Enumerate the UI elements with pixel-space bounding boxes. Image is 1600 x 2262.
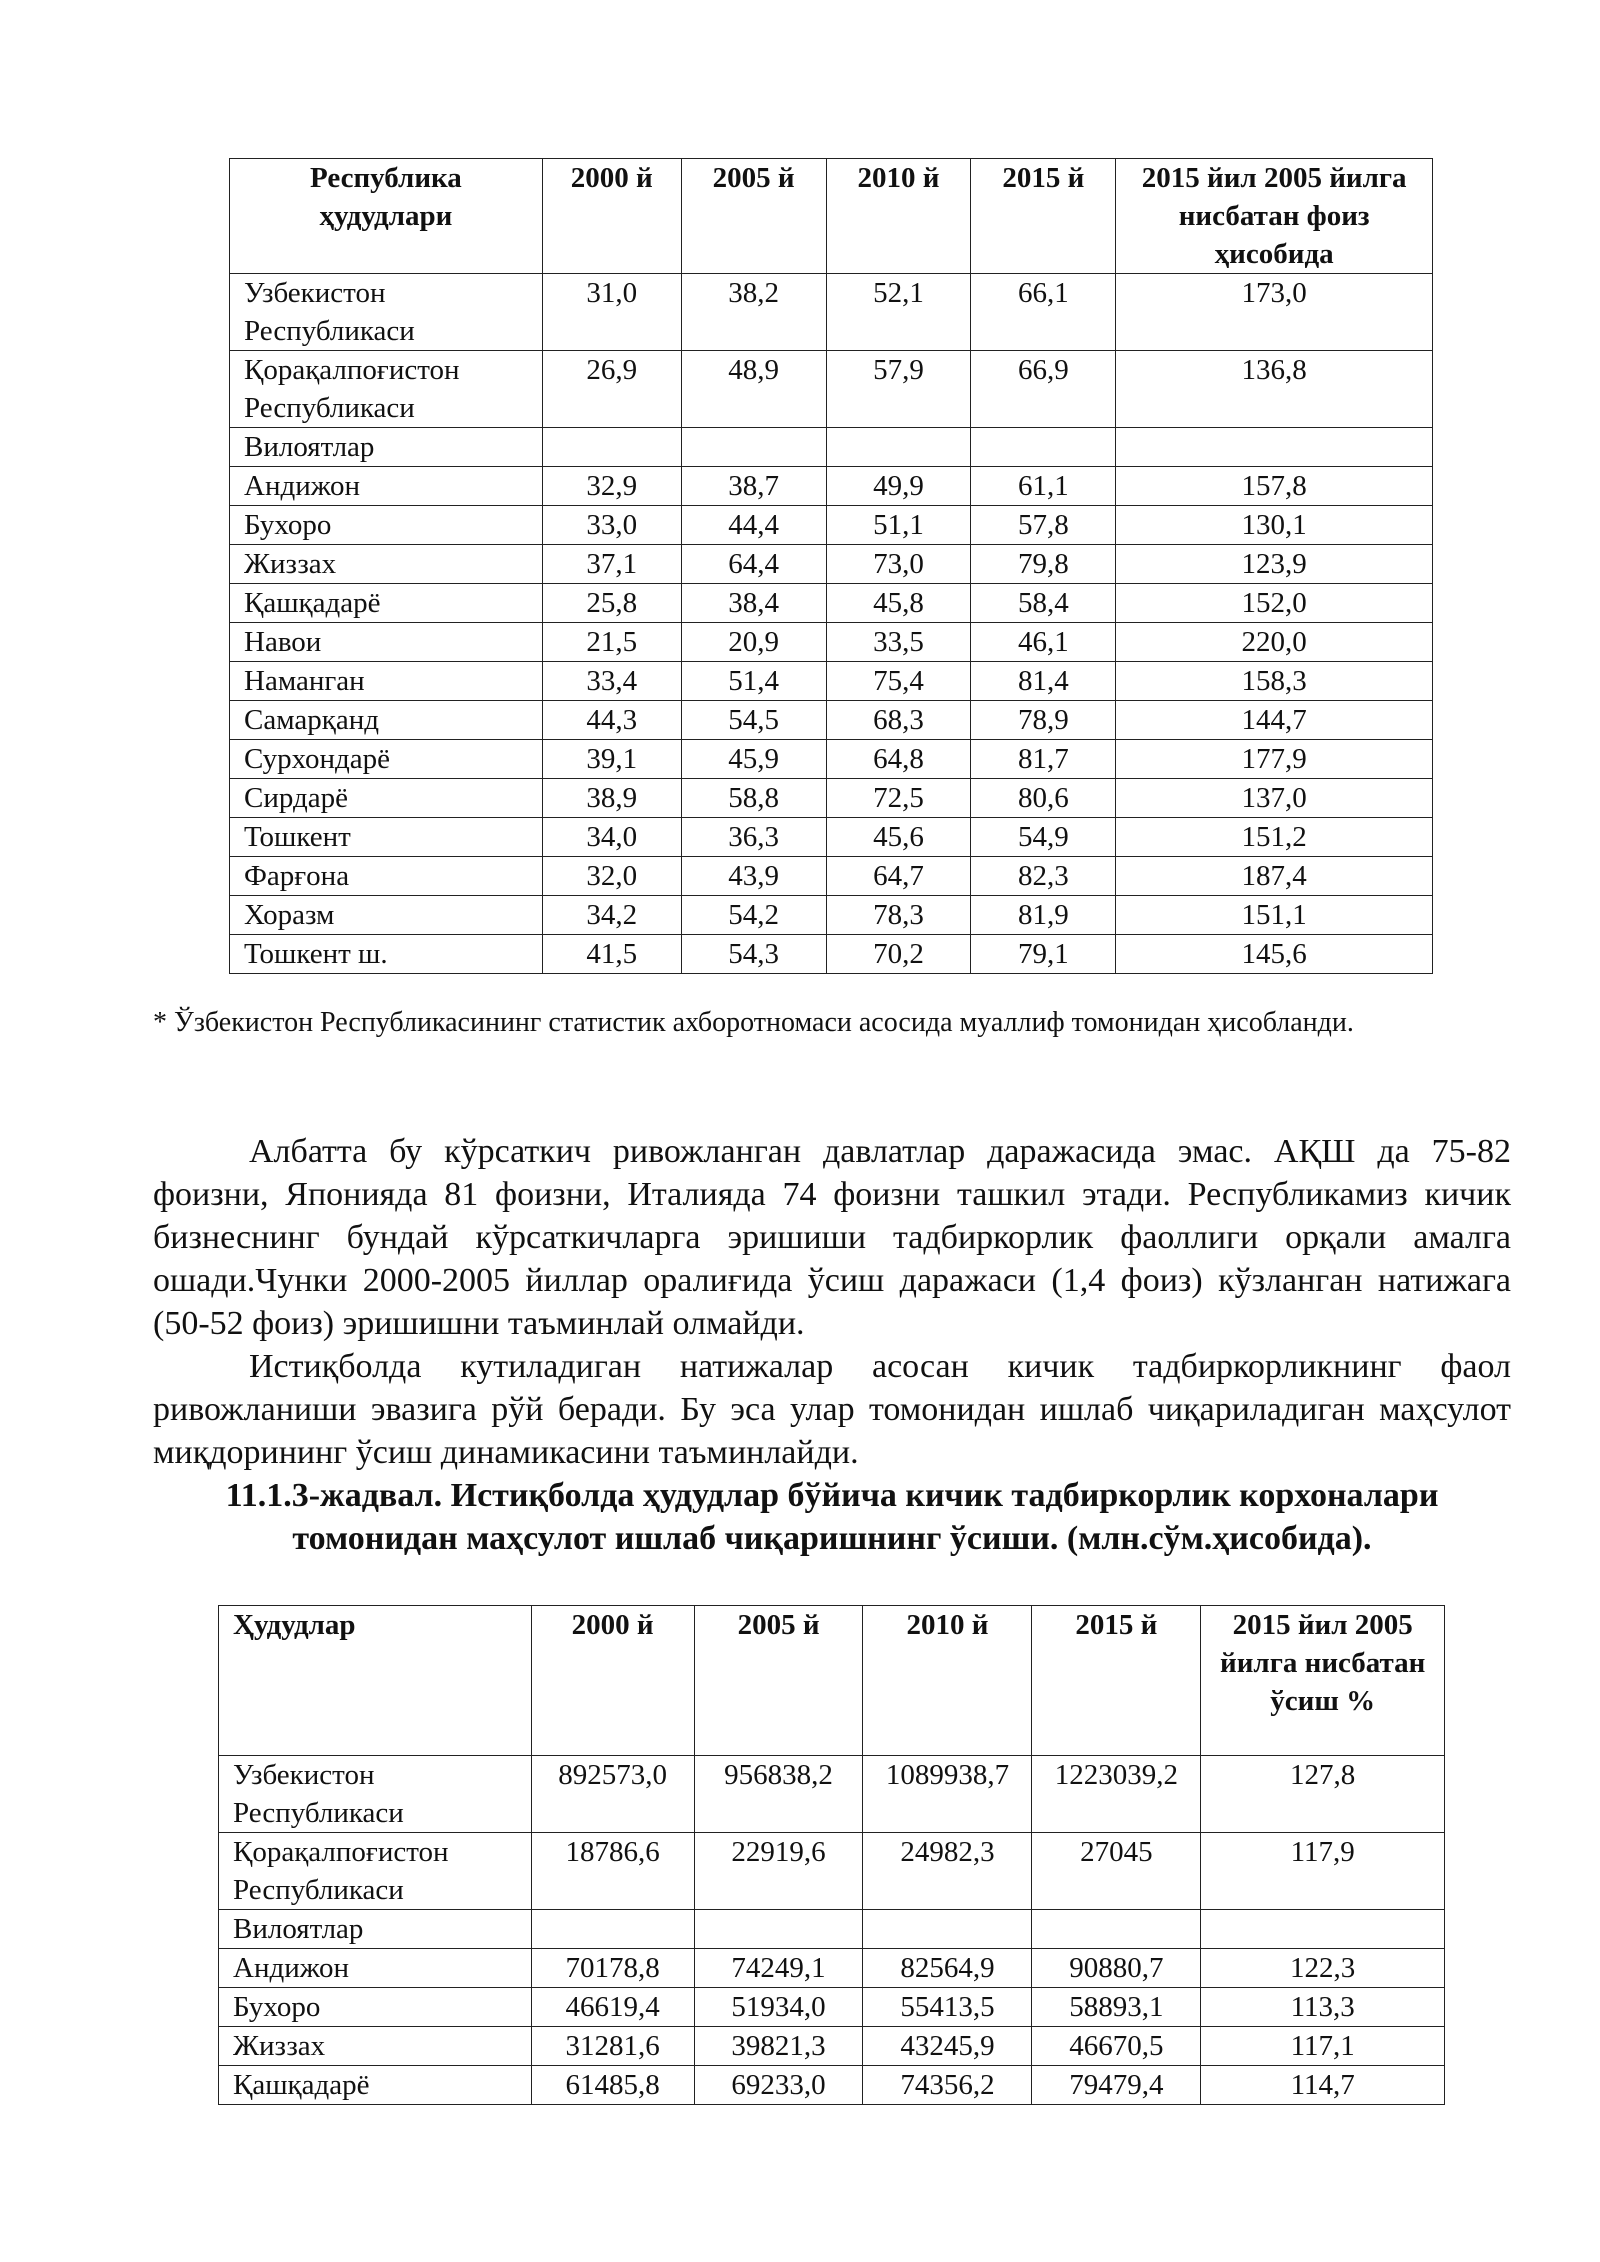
column-header-2015: 2015 й xyxy=(1032,1606,1201,1756)
table-row xyxy=(230,506,1433,545)
value-cell: 78,3 xyxy=(826,896,971,935)
value-cell: 27045 xyxy=(1032,1833,1201,1910)
value-cell: 68,3 xyxy=(826,701,971,740)
value-cell: 82,3 xyxy=(971,857,1116,896)
value-cell: 32,0 xyxy=(542,857,681,896)
table-row xyxy=(219,1910,1445,1949)
value-cell: 57,9 xyxy=(826,351,971,428)
value-cell: 1223039,2 xyxy=(1032,1756,1201,1833)
value-cell: 130,1 xyxy=(1116,506,1433,545)
value-cell: 58893,1 xyxy=(1032,1988,1201,2027)
region-name-cell: Жиззах xyxy=(219,2027,532,2066)
value-cell: 45,8 xyxy=(826,584,971,623)
regional-output-table xyxy=(218,1605,1445,2105)
value-cell: 64,7 xyxy=(826,857,971,896)
value-cell: 43,9 xyxy=(681,857,826,896)
region-name-cell: Бухоро xyxy=(230,506,543,545)
table-row xyxy=(230,274,1433,351)
value-cell: 78,9 xyxy=(971,701,1116,740)
value-cell: 38,9 xyxy=(542,779,681,818)
value-cell: 38,4 xyxy=(681,584,826,623)
value-cell: 1089938,7 xyxy=(863,1756,1032,1833)
table-row xyxy=(230,623,1433,662)
value-cell: 70,2 xyxy=(826,935,971,974)
value-cell: 22919,6 xyxy=(694,1833,863,1910)
value-cell: 69233,0 xyxy=(694,2066,863,2105)
value-cell: 39821,3 xyxy=(694,2027,863,2066)
value-cell: 82564,9 xyxy=(863,1949,1032,1988)
value-cell: 66,9 xyxy=(971,351,1116,428)
region-name-cell: Хоразм xyxy=(230,896,543,935)
value-cell: 158,3 xyxy=(1116,662,1433,701)
body-paragraph: Истиқболда кутиладиган натижалар асосан кичик тадбиркорликнинг фаол ривожланиши эвазига рўй беради. Бу эса улар томонидан ишлаб чиқариладиган маҳсулот миқдорининг ўсиш динамикасини таъминлайди. xyxy=(153,1348,1511,1471)
value-cell: 20,9 xyxy=(681,623,826,662)
value-cell: 38,7 xyxy=(681,467,826,506)
value-cell: 151,1 xyxy=(1116,896,1433,935)
table-row xyxy=(230,740,1433,779)
region-name-cell: Тошкент xyxy=(230,818,543,857)
value-cell: 144,7 xyxy=(1116,701,1433,740)
column-header-2015: 2015 й xyxy=(971,159,1116,274)
value-cell: 54,5 xyxy=(681,701,826,740)
region-name-cell: Қорақалпоғистон Республикаси xyxy=(219,1833,532,1910)
table-row xyxy=(219,1833,1445,1910)
column-header-2005: 2005 й xyxy=(694,1606,863,1756)
value-cell: 113,3 xyxy=(1201,1988,1445,2027)
table-row xyxy=(219,1949,1445,1988)
table-row xyxy=(230,467,1433,506)
value-cell: 81,9 xyxy=(971,896,1116,935)
value-cell: 31281,6 xyxy=(531,2027,694,2066)
value-cell: 51,4 xyxy=(681,662,826,701)
regional-share-table xyxy=(229,158,1433,974)
table-row xyxy=(230,896,1433,935)
value-cell: 90880,7 xyxy=(1032,1949,1201,1988)
value-cell: 57,8 xyxy=(971,506,1116,545)
value-cell xyxy=(542,428,681,467)
region-name-cell: Тошкент ш. xyxy=(230,935,543,974)
region-name-cell: Узбекистон Республикаси xyxy=(219,1756,532,1833)
value-cell: 145,6 xyxy=(1116,935,1433,974)
table-body xyxy=(230,274,1433,974)
value-cell: 45,6 xyxy=(826,818,971,857)
value-cell: 81,7 xyxy=(971,740,1116,779)
region-name-cell: Вилоятлар xyxy=(230,428,543,467)
table-row xyxy=(219,1988,1445,2027)
table-row xyxy=(219,2027,1445,2066)
value-cell: 25,8 xyxy=(542,584,681,623)
value-cell: 31,0 xyxy=(542,274,681,351)
value-cell: 892573,0 xyxy=(531,1756,694,1833)
value-cell: 64,8 xyxy=(826,740,971,779)
value-cell: 55413,5 xyxy=(863,1988,1032,2027)
value-cell: 33,0 xyxy=(542,506,681,545)
region-name-cell: Самарқанд xyxy=(230,701,543,740)
value-cell: 46670,5 xyxy=(1032,2027,1201,2066)
value-cell: 54,9 xyxy=(971,818,1116,857)
region-name-cell: Қашқадарё xyxy=(230,584,543,623)
value-cell: 114,7 xyxy=(1201,2066,1445,2105)
table-row xyxy=(230,935,1433,974)
region-name-cell: Навои xyxy=(230,623,543,662)
value-cell: 122,3 xyxy=(1201,1949,1445,1988)
table-row xyxy=(230,584,1433,623)
value-cell xyxy=(531,1910,694,1949)
value-cell: 152,0 xyxy=(1116,584,1433,623)
value-cell: 70178,8 xyxy=(531,1949,694,1988)
value-cell: 51934,0 xyxy=(694,1988,863,2027)
value-cell: 37,1 xyxy=(542,545,681,584)
value-cell xyxy=(971,428,1116,467)
value-cell: 58,8 xyxy=(681,779,826,818)
region-name-cell: Андижон xyxy=(230,467,543,506)
value-cell: 61,1 xyxy=(971,467,1116,506)
region-name-cell: Андижон xyxy=(219,1949,532,1988)
value-cell: 39,1 xyxy=(542,740,681,779)
table-header-row xyxy=(230,159,1433,274)
region-name-cell: Жиззах xyxy=(230,545,543,584)
value-cell: 79,1 xyxy=(971,935,1116,974)
table-body xyxy=(219,1756,1445,2105)
table-header-row xyxy=(219,1606,1445,1756)
value-cell: 72,5 xyxy=(826,779,971,818)
table-row xyxy=(230,857,1433,896)
source-footnote: * Ўзбекистон Республикасининг статистик ахборотномаси асосида муаллиф томонидан ҳисобланди. xyxy=(153,1007,1354,1038)
value-cell xyxy=(863,1910,1032,1949)
column-header-region: Ҳудудлар xyxy=(219,1606,532,1756)
column-header-2010: 2010 й xyxy=(826,159,971,274)
region-name-cell: Қорақалпоғистон Республикаси xyxy=(230,351,543,428)
value-cell: 54,3 xyxy=(681,935,826,974)
region-name-cell: Сирдарё xyxy=(230,779,543,818)
value-cell: 75,4 xyxy=(826,662,971,701)
value-cell: 66,1 xyxy=(971,274,1116,351)
region-name-cell: Қашқадарё xyxy=(219,2066,532,2105)
column-header-2000: 2000 й xyxy=(531,1606,694,1756)
value-cell: 79,8 xyxy=(971,545,1116,584)
table-row xyxy=(230,545,1433,584)
value-cell: 117,1 xyxy=(1201,2027,1445,2066)
value-cell: 187,4 xyxy=(1116,857,1433,896)
value-cell: 58,4 xyxy=(971,584,1116,623)
value-cell: 956838,2 xyxy=(694,1756,863,1833)
value-cell xyxy=(681,428,826,467)
value-cell: 74249,1 xyxy=(694,1949,863,1988)
value-cell: 173,0 xyxy=(1116,274,1433,351)
value-cell: 74356,2 xyxy=(863,2066,1032,2105)
value-cell: 41,5 xyxy=(542,935,681,974)
value-cell: 52,1 xyxy=(826,274,971,351)
column-header-2000: 2000 й xyxy=(542,159,681,274)
region-name-cell: Сурхондарё xyxy=(230,740,543,779)
table-row xyxy=(230,351,1433,428)
value-cell: 24982,3 xyxy=(863,1833,1032,1910)
value-cell: 21,5 xyxy=(542,623,681,662)
column-header-ratio: 2015 йил 2005 йилга нисбатан фоиз ҳисобида xyxy=(1116,159,1433,274)
value-cell xyxy=(1032,1910,1201,1949)
value-cell: 45,9 xyxy=(681,740,826,779)
value-cell: 33,4 xyxy=(542,662,681,701)
column-header-2010: 2010 й xyxy=(863,1606,1032,1756)
value-cell: 123,9 xyxy=(1116,545,1433,584)
value-cell: 38,2 xyxy=(681,274,826,351)
value-cell: 43245,9 xyxy=(863,2027,1032,2066)
value-cell xyxy=(826,428,971,467)
table-caption: 11.1.3-жадвал. Истиқболда ҳудудлар бўйича кичик тадбиркорлик корхоналари томонидан маҳсулот ишлаб чиқаришнинг ўсиши. (млн.сўм.ҳисобида). xyxy=(225,1477,1439,1557)
value-cell xyxy=(694,1910,863,1949)
value-cell: 157,8 xyxy=(1116,467,1433,506)
value-cell: 117,9 xyxy=(1201,1833,1445,1910)
column-header-2005: 2005 й xyxy=(681,159,826,274)
region-name-cell: Наманган xyxy=(230,662,543,701)
table-row xyxy=(219,2066,1445,2105)
value-cell: 220,0 xyxy=(1116,623,1433,662)
value-cell: 46619,4 xyxy=(531,1988,694,2027)
table-row xyxy=(230,779,1433,818)
table-row xyxy=(230,662,1433,701)
value-cell: 33,5 xyxy=(826,623,971,662)
value-cell: 44,3 xyxy=(542,701,681,740)
table-row xyxy=(230,818,1433,857)
value-cell: 26,9 xyxy=(542,351,681,428)
column-header-region: Республика ҳудудлари xyxy=(230,159,543,274)
value-cell: 81,4 xyxy=(971,662,1116,701)
value-cell: 48,9 xyxy=(681,351,826,428)
value-cell: 54,2 xyxy=(681,896,826,935)
value-cell xyxy=(1116,428,1433,467)
value-cell: 136,8 xyxy=(1116,351,1433,428)
value-cell: 49,9 xyxy=(826,467,971,506)
value-cell: 73,0 xyxy=(826,545,971,584)
value-cell: 137,0 xyxy=(1116,779,1433,818)
value-cell xyxy=(1201,1910,1445,1949)
column-header-growth: 2015 йил 2005 йилга нисбатан ўсиш % xyxy=(1201,1606,1445,1756)
value-cell: 32,9 xyxy=(542,467,681,506)
table-row xyxy=(230,701,1433,740)
value-cell: 18786,6 xyxy=(531,1833,694,1910)
table-row xyxy=(230,428,1433,467)
body-paragraph: Албатта бу кўрсаткич ривожланган давлатлар даражасида эмас. АҚШ да 75-82 фоизни, Японияда 81 фоизни, Италияда 74 фоизни ташкил этади. Республикамиз кичик бизнеснинг бундай кўрсаткичларга эришиши тадбиркорлик фаоллиги орқали амалга ошади.Чунки 2000-2005 йиллар оралиғида ўсиш даражаси (1,4 фоиз) кўзланган натижага (50-52 фоиз) эришишни таъминлай олмайди. xyxy=(153,1133,1511,1342)
value-cell: 34,0 xyxy=(542,818,681,857)
value-cell: 61485,8 xyxy=(531,2066,694,2105)
value-cell: 46,1 xyxy=(971,623,1116,662)
value-cell: 151,2 xyxy=(1116,818,1433,857)
value-cell: 51,1 xyxy=(826,506,971,545)
region-name-cell: Узбекистон Республикаси xyxy=(230,274,543,351)
table-row xyxy=(219,1756,1445,1833)
region-name-cell: Фарғона xyxy=(230,857,543,896)
value-cell: 80,6 xyxy=(971,779,1116,818)
region-name-cell: Бухоро xyxy=(219,1988,532,2027)
value-cell: 177,9 xyxy=(1116,740,1433,779)
value-cell: 79479,4 xyxy=(1032,2066,1201,2105)
value-cell: 127,8 xyxy=(1201,1756,1445,1833)
region-name-cell: Вилоятлар xyxy=(219,1910,532,1949)
value-cell: 44,4 xyxy=(681,506,826,545)
value-cell: 34,2 xyxy=(542,896,681,935)
value-cell: 36,3 xyxy=(681,818,826,857)
value-cell: 64,4 xyxy=(681,545,826,584)
